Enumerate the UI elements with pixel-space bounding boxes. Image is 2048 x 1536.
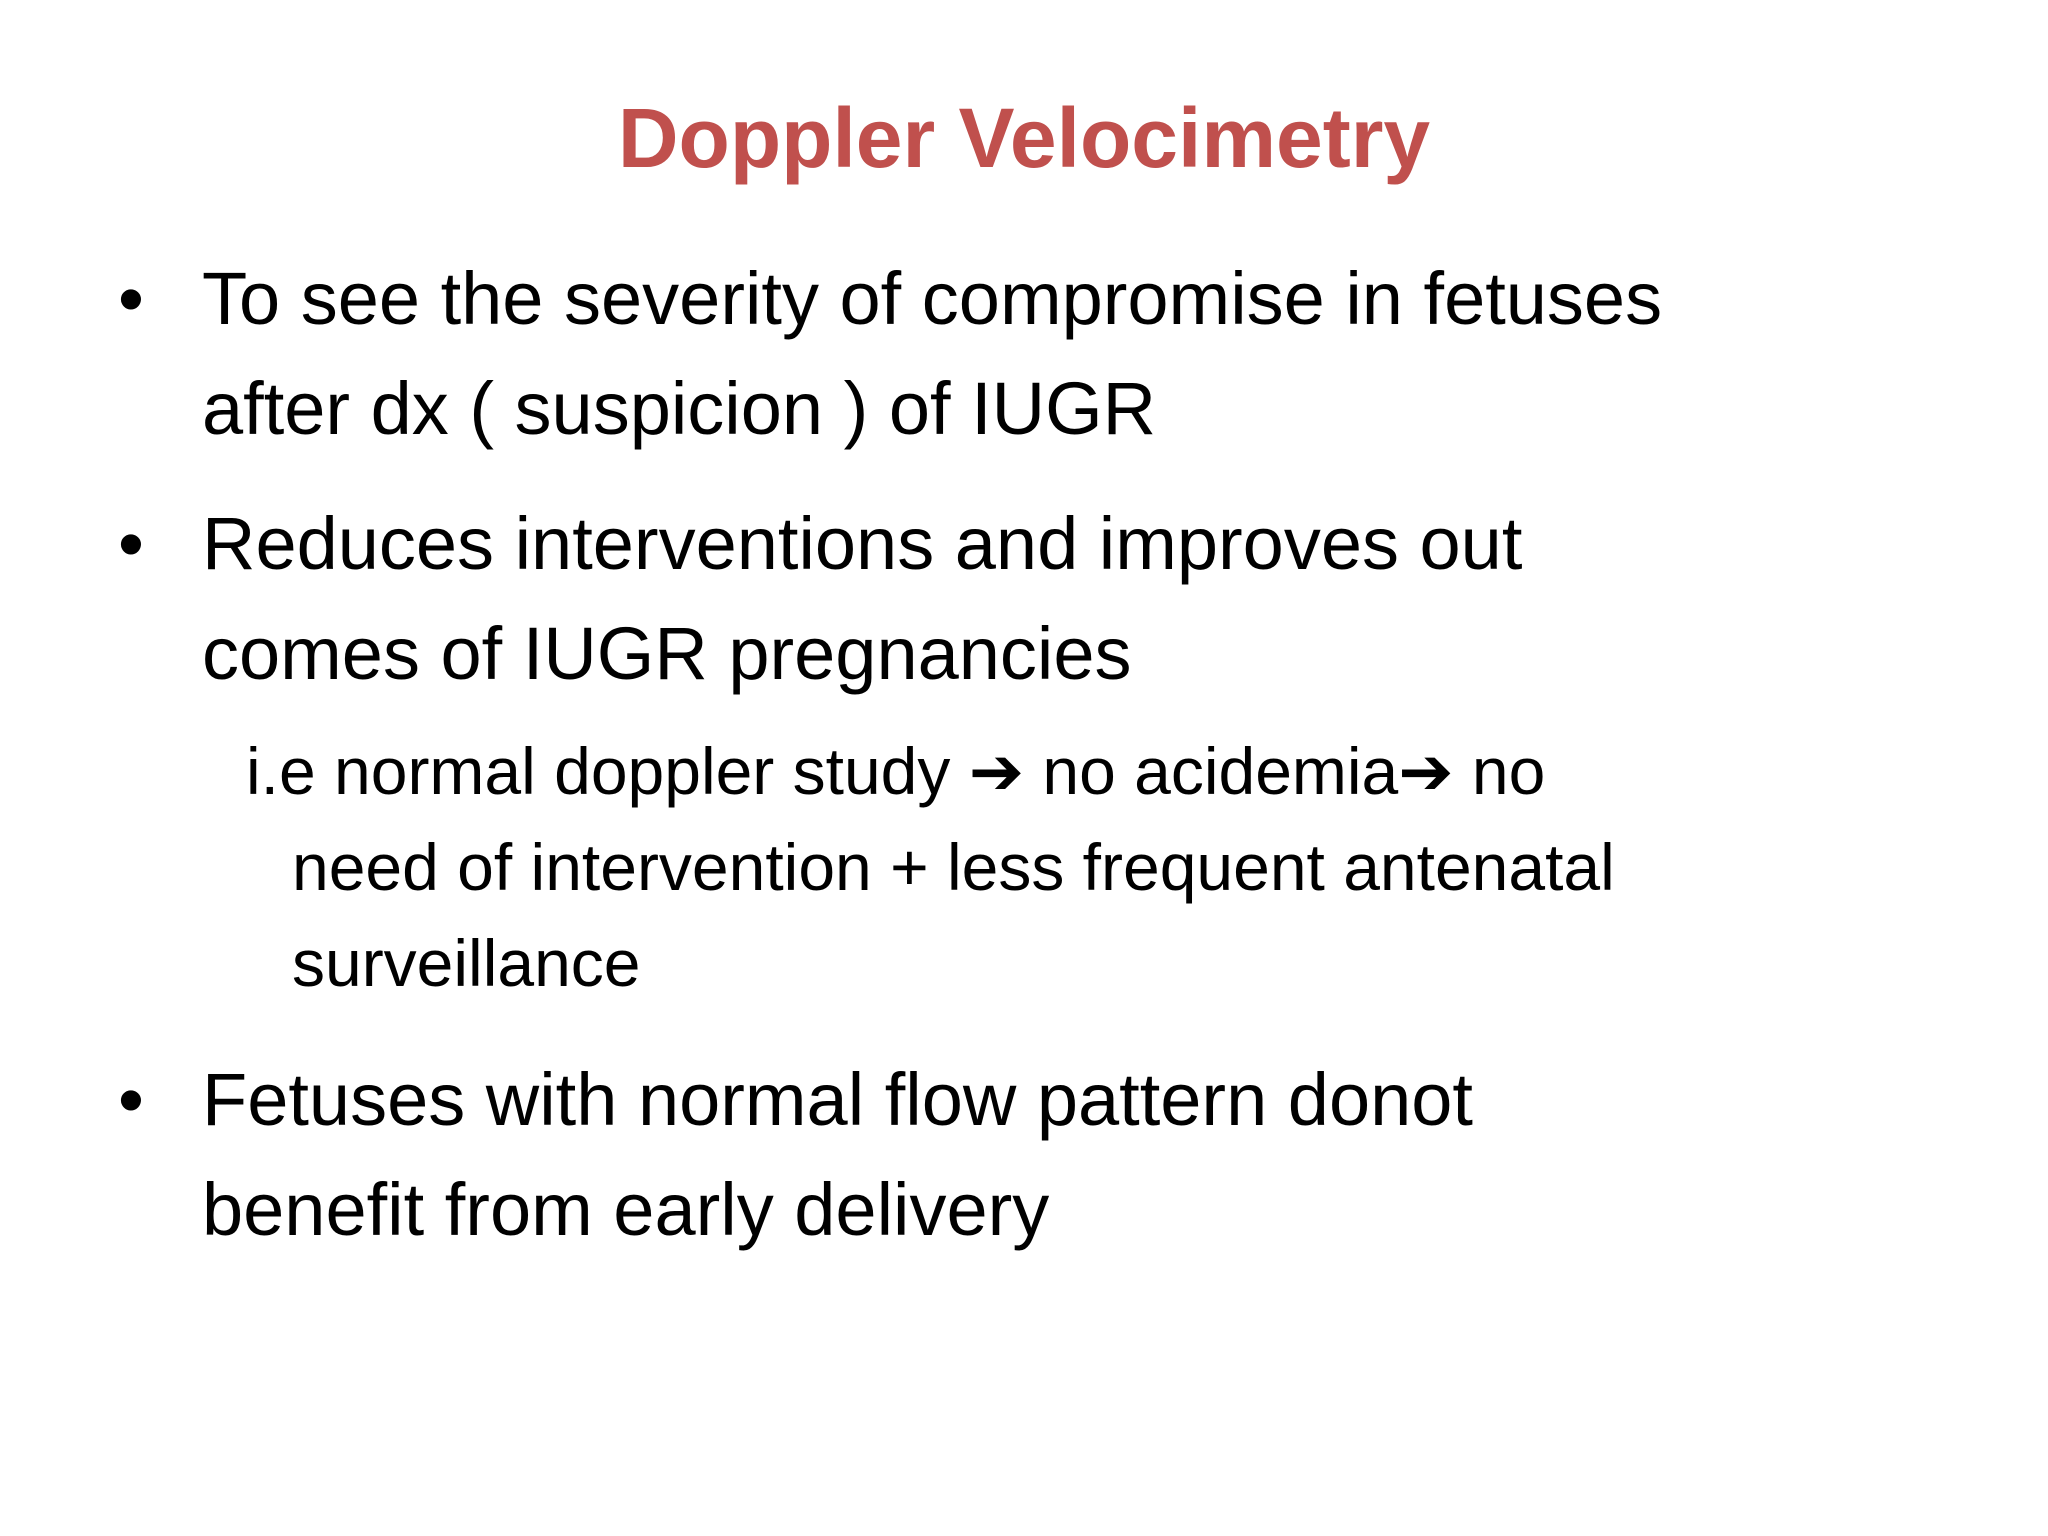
sub-text: no bbox=[1453, 734, 1546, 808]
bullet-dot: • bbox=[118, 1058, 144, 1141]
bullet-text bbox=[202, 489, 1982, 709]
bullet-line: To see the severity of compromise in fetuses bbox=[202, 257, 1663, 340]
bullet-line: after dx ( suspicion ) of IUGR bbox=[202, 367, 1157, 450]
bullet-line: comes of IUGR pregnancies bbox=[202, 612, 1132, 695]
bullet-line: Reduces interventions and improves out bbox=[202, 502, 1523, 585]
sub-line: need of intervention + less frequent antenatal bbox=[292, 830, 1615, 904]
sub-text: i.e normal doppler study bbox=[246, 734, 969, 808]
arrow-right-icon: ➔ bbox=[1398, 734, 1454, 808]
sub-line: surveillance bbox=[292, 926, 641, 1000]
bullet-dot: • bbox=[118, 502, 144, 585]
bullet-text bbox=[202, 1045, 1982, 1265]
slide-title: Doppler Velocimetry bbox=[617, 91, 1431, 185]
arrow-right-icon: ➔ bbox=[968, 734, 1025, 808]
bullet-dot: • bbox=[118, 257, 144, 340]
bullet-text bbox=[202, 244, 1982, 464]
bullet-line: benefit from early delivery bbox=[202, 1168, 1050, 1251]
sub-line bbox=[246, 723, 1946, 819]
sub-text: no acidemia bbox=[1024, 734, 1399, 808]
bullet-line: Fetuses with normal flow pattern donot bbox=[202, 1058, 1473, 1141]
sub-item bbox=[246, 723, 1946, 1011]
